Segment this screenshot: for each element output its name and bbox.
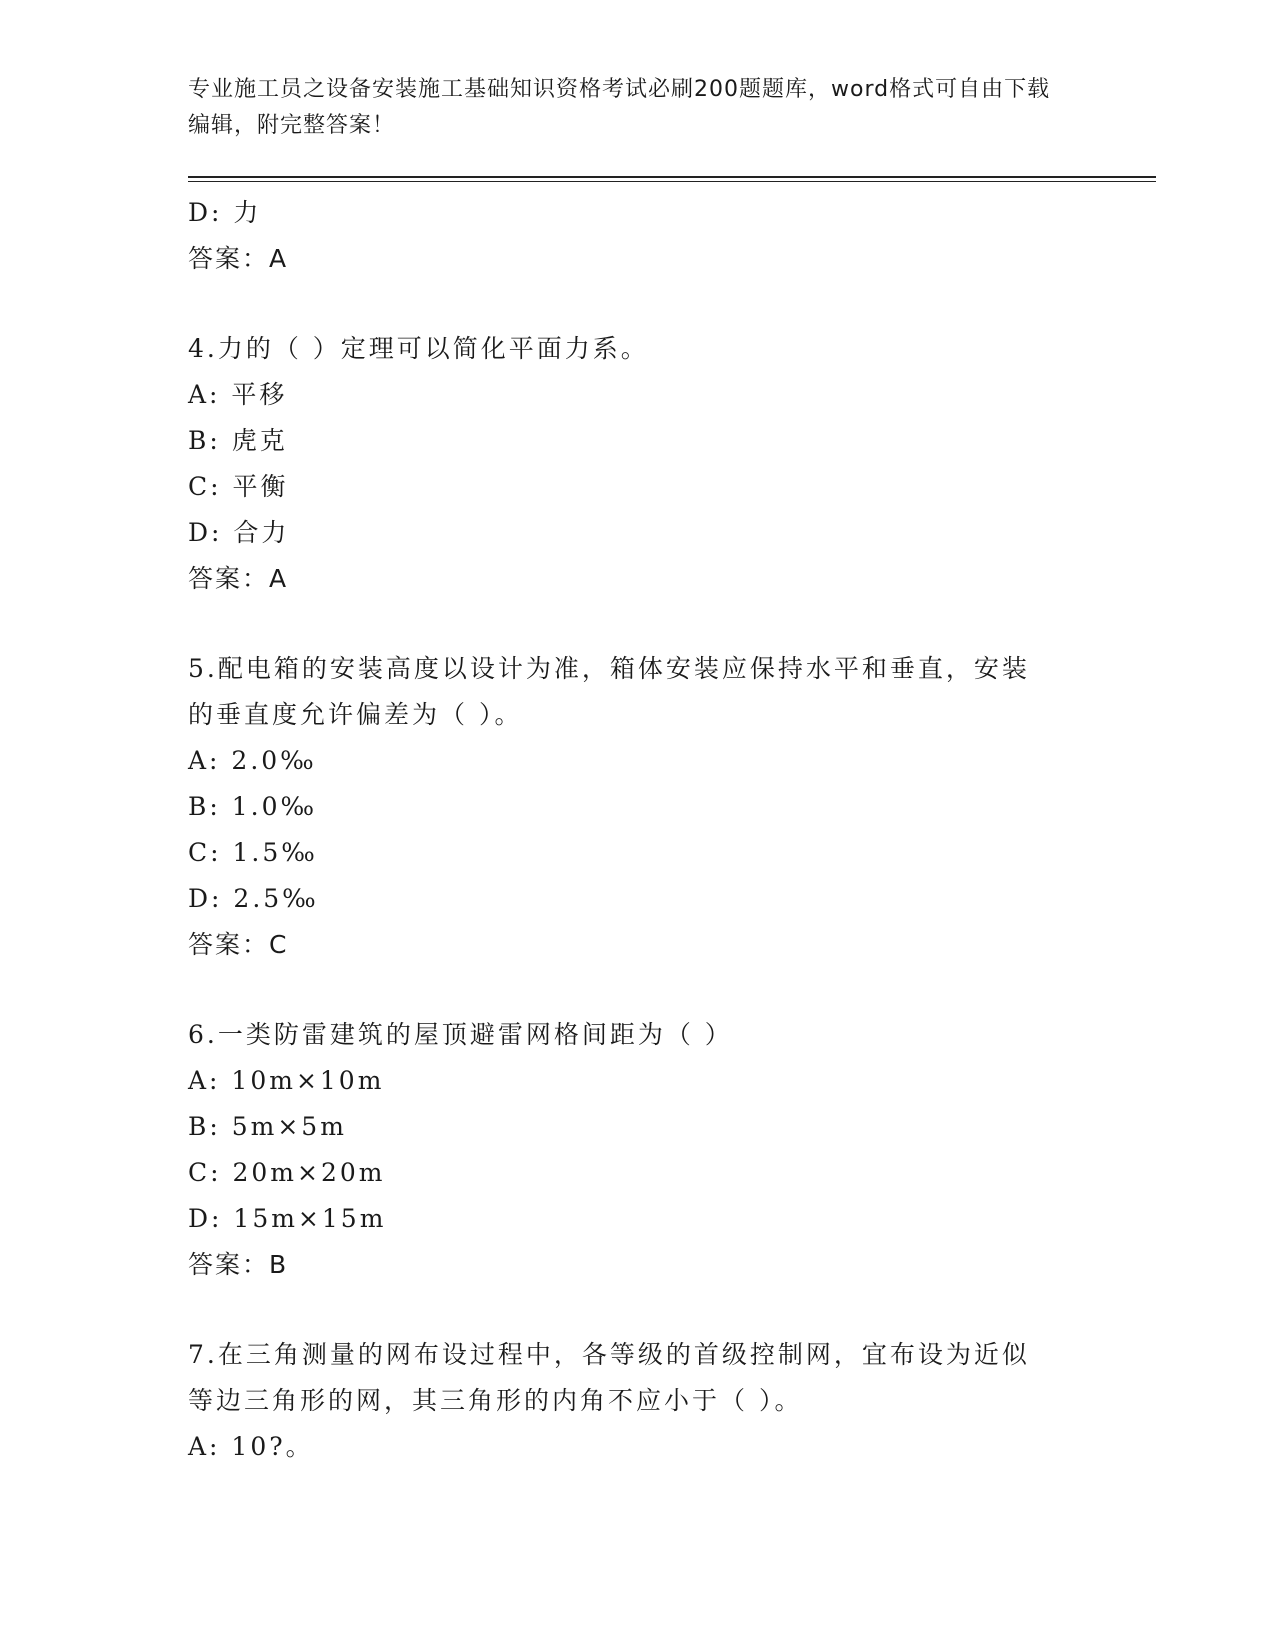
question-text: 4.力的（ ）定理可以简化平面力系。 (188, 334, 649, 363)
header-divider-thin (188, 181, 1156, 182)
option-d: D: 合力 (188, 518, 290, 547)
option-b: B: 1.0‰ (188, 792, 318, 821)
answer-label: 答案：C (188, 930, 289, 959)
page-header-title: 专业施工员之设备安装施工基础知识资格考试必刷200题题库，word格式可自由下载编辑，附完整答案！ (188, 77, 1051, 138)
question-6 (188, 1012, 1088, 1288)
answer-label: 答案：A (188, 244, 289, 273)
question-text-line-1: 5.配电箱的安装高度以设计为准，箱体安装应保持水平和垂直，安装 (188, 654, 1030, 683)
option-a: A: 平移 (188, 380, 288, 409)
question-text-line-2: 的垂直度允许偏差为（ ）。 (188, 700, 523, 729)
option-c: C: 平衡 (188, 472, 289, 501)
spacer (188, 968, 1088, 1012)
spacer (188, 1288, 1088, 1332)
option-d: D: 15m×15m (188, 1204, 387, 1233)
option-c: C: 1.5‰ (188, 838, 318, 867)
question-text-line-2: 等边三角形的网，其三角形的内角不应小于（ ）。 (188, 1386, 803, 1415)
question-list (188, 190, 1088, 1470)
option-b: B: 5m×5m (188, 1112, 347, 1141)
option-d: D: 力 (188, 198, 262, 227)
question-7 (188, 1332, 1088, 1470)
question-5 (188, 646, 1088, 968)
question-4 (188, 326, 1088, 602)
option-c: C: 20m×20m (188, 1158, 386, 1187)
option-a: A: 2.0‰ (188, 746, 317, 775)
answer-label: 答案：A (188, 564, 289, 593)
question-3-tail (188, 190, 1088, 282)
spacer (188, 282, 1088, 326)
option-b: B: 虎克 (188, 426, 288, 455)
answer-label: 答案：B (188, 1250, 289, 1279)
question-text: 6.一类防雷建筑的屋顶避雷网格间距为（ ） (188, 1020, 733, 1049)
option-a: A: 10?。 (188, 1432, 314, 1461)
spacer (188, 602, 1088, 646)
option-d: D: 2.5‰ (188, 884, 319, 913)
header-divider-thick (188, 176, 1156, 178)
question-text-line-1: 7.在三角测量的网布设过程中，各等级的首级控制网，宜布设为近似 (188, 1340, 1030, 1369)
option-a: A: 10m×10m (188, 1066, 385, 1095)
